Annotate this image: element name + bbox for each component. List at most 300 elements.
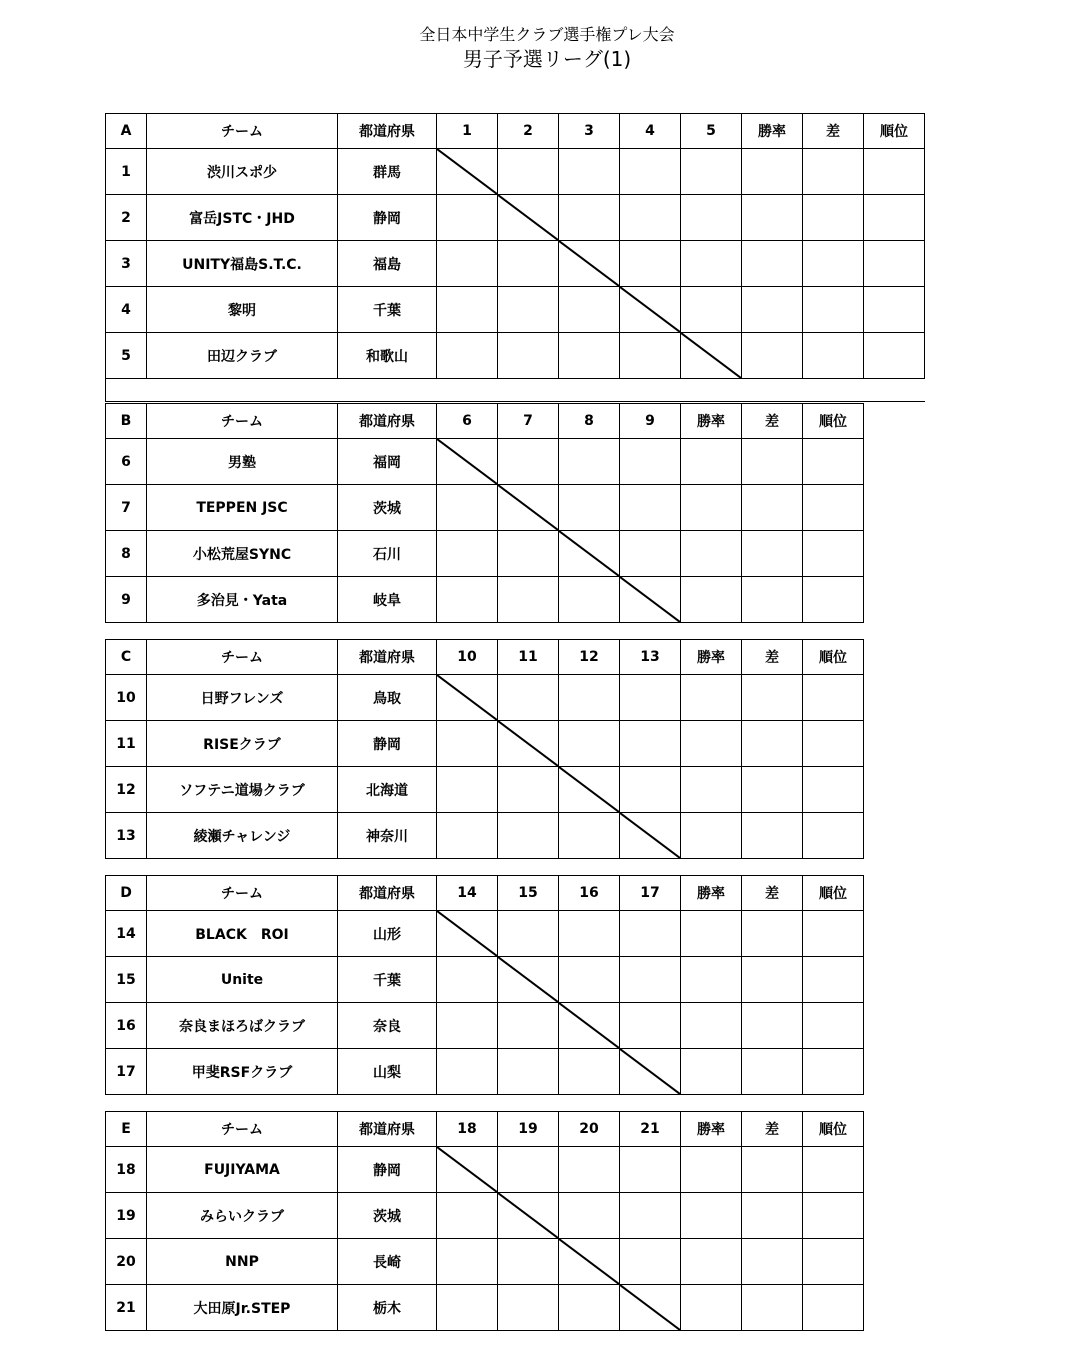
score-cell [559, 287, 620, 333]
score-cell [620, 1147, 681, 1193]
rank-cell [803, 957, 864, 1003]
rank-column-header: 順位 [803, 1112, 864, 1147]
opponent-column-header: 18 [437, 1112, 498, 1147]
score-cell [498, 1239, 559, 1285]
league-letter: B [106, 404, 147, 439]
rank-cell [803, 911, 864, 957]
diff-cell [742, 675, 803, 721]
score-cell [620, 721, 681, 767]
team-name: 多治見・Yata [147, 577, 338, 623]
score-cell [620, 439, 681, 485]
team-number: 11 [106, 721, 147, 767]
team-name: BLACK ROI [147, 911, 338, 957]
score-cell [559, 1285, 620, 1331]
score-cell [620, 149, 681, 195]
league-table-e [105, 1111, 864, 1331]
team-number: 16 [106, 1003, 147, 1049]
diagonal-self-cell [437, 1147, 498, 1193]
league-letter: A [106, 114, 147, 149]
diagonal-self-cell [559, 531, 620, 577]
team-name: 富岳JSTC・JHD [147, 195, 338, 241]
score-cell [437, 287, 498, 333]
diff-cell [742, 577, 803, 623]
team-name: 甲斐RSFクラブ [147, 1049, 338, 1095]
rank-cell [803, 1147, 864, 1193]
opponent-column-header: 10 [437, 640, 498, 675]
score-cell [559, 1147, 620, 1193]
diff-cell [742, 1285, 803, 1331]
win-rate-cell [681, 1003, 742, 1049]
score-cell [681, 287, 742, 333]
opponent-column-header: 8 [559, 404, 620, 439]
rank-column-header: 順位 [864, 114, 925, 149]
team-row [106, 531, 864, 577]
rank-column-header: 順位 [803, 640, 864, 675]
score-cell [559, 577, 620, 623]
score-cell [437, 485, 498, 531]
score-cell [559, 149, 620, 195]
team-number: 6 [106, 439, 147, 485]
score-cell [437, 531, 498, 577]
score-cell [437, 577, 498, 623]
team-name: RISEクラブ [147, 721, 338, 767]
team-prefecture: 和歌山 [338, 333, 437, 379]
score-cell [437, 1049, 498, 1095]
league-header-row [106, 404, 864, 439]
score-cell [498, 813, 559, 859]
win-rate-cell [681, 485, 742, 531]
opponent-column-header: 5 [681, 114, 742, 149]
team-prefecture: 山形 [338, 911, 437, 957]
diff-cell [803, 333, 864, 379]
team-row [106, 485, 864, 531]
diagonal-self-cell [498, 195, 559, 241]
score-cell [681, 241, 742, 287]
team-number: 21 [106, 1285, 147, 1331]
diff-cell [742, 767, 803, 813]
score-cell [620, 531, 681, 577]
rank-cell [803, 1049, 864, 1095]
team-prefecture: 静岡 [338, 1147, 437, 1193]
team-column-header: チーム [147, 404, 338, 439]
score-cell [620, 1193, 681, 1239]
diagonal-self-cell [437, 439, 498, 485]
team-number: 14 [106, 911, 147, 957]
score-cell [498, 149, 559, 195]
diagonal-self-cell [437, 149, 498, 195]
win-rate-cell [681, 577, 742, 623]
diff-cell [742, 721, 803, 767]
prefecture-column-header: 都道府県 [338, 1112, 437, 1147]
team-row [106, 1049, 864, 1095]
score-cell [498, 287, 559, 333]
team-number: 5 [106, 333, 147, 379]
diff-cell [742, 957, 803, 1003]
team-name: NNP [147, 1239, 338, 1285]
spacer-row [106, 379, 925, 402]
score-cell [437, 1193, 498, 1239]
team-name: 田辺クラブ [147, 333, 338, 379]
diff-cell [803, 149, 864, 195]
team-column-header: チーム [147, 876, 338, 911]
win-rate-cell [742, 241, 803, 287]
rank-cell [803, 675, 864, 721]
league-header-row [106, 1112, 864, 1147]
diff-column-header: 差 [803, 114, 864, 149]
win-rate-cell [742, 287, 803, 333]
score-cell [437, 721, 498, 767]
score-cell [681, 195, 742, 241]
score-cell [498, 577, 559, 623]
team-prefecture: 長崎 [338, 1239, 437, 1285]
league-table-b [105, 403, 864, 623]
diff-column-header: 差 [742, 876, 803, 911]
spacer-cell [106, 379, 925, 402]
team-prefecture: 茨城 [338, 485, 437, 531]
rank-cell [803, 1285, 864, 1331]
score-cell [498, 531, 559, 577]
team-row [106, 287, 925, 333]
team-row [106, 813, 864, 859]
team-prefecture: 奈良 [338, 1003, 437, 1049]
score-cell [498, 1003, 559, 1049]
diff-cell [742, 1239, 803, 1285]
rank-cell [803, 1193, 864, 1239]
team-number: 13 [106, 813, 147, 859]
opponent-column-header: 21 [620, 1112, 681, 1147]
team-name: 綾瀬チャレンジ [147, 813, 338, 859]
diagonal-self-cell [681, 333, 742, 379]
win-rate-cell [681, 1147, 742, 1193]
diagonal-self-cell [620, 1285, 681, 1331]
diff-cell [742, 911, 803, 957]
prefecture-column-header: 都道府県 [338, 114, 437, 149]
score-cell [559, 957, 620, 1003]
prefecture-column-header: 都道府県 [338, 876, 437, 911]
team-number: 12 [106, 767, 147, 813]
win-rate-column-header: 勝率 [681, 1112, 742, 1147]
team-name: みらいクラブ [147, 1193, 338, 1239]
score-cell [498, 1285, 559, 1331]
win-rate-cell [681, 1285, 742, 1331]
score-cell [559, 439, 620, 485]
score-cell [498, 767, 559, 813]
league-letter: E [106, 1112, 147, 1147]
team-number: 19 [106, 1193, 147, 1239]
team-prefecture: 群馬 [338, 149, 437, 195]
score-cell [498, 439, 559, 485]
rank-cell [803, 577, 864, 623]
team-number: 15 [106, 957, 147, 1003]
diagonal-self-cell [498, 957, 559, 1003]
rank-cell [864, 195, 925, 241]
team-prefecture: 山梨 [338, 1049, 437, 1095]
win-rate-column-header: 勝率 [681, 876, 742, 911]
prefecture-column-header: 都道府県 [338, 640, 437, 675]
opponent-column-header: 11 [498, 640, 559, 675]
team-prefecture: 北海道 [338, 767, 437, 813]
score-cell [620, 195, 681, 241]
score-cell [681, 149, 742, 195]
diagonal-self-cell [498, 721, 559, 767]
score-cell [437, 813, 498, 859]
diagonal-self-cell [620, 813, 681, 859]
diff-cell [742, 1147, 803, 1193]
diagonal-self-cell [437, 675, 498, 721]
win-rate-cell [681, 813, 742, 859]
diff-cell [742, 485, 803, 531]
diff-cell [742, 813, 803, 859]
team-row [106, 1003, 864, 1049]
win-rate-cell [742, 149, 803, 195]
team-row [106, 767, 864, 813]
score-cell [498, 241, 559, 287]
score-cell [437, 767, 498, 813]
win-rate-cell [681, 1239, 742, 1285]
team-row [106, 911, 864, 957]
diff-cell [742, 531, 803, 577]
team-name: 日野フレンズ [147, 675, 338, 721]
opponent-column-header: 2 [498, 114, 559, 149]
score-cell [620, 485, 681, 531]
rank-cell [864, 287, 925, 333]
win-rate-cell [681, 767, 742, 813]
team-prefecture: 栃木 [338, 1285, 437, 1331]
team-row [106, 241, 925, 287]
team-prefecture: 静岡 [338, 721, 437, 767]
score-cell [498, 1147, 559, 1193]
win-rate-cell [742, 195, 803, 241]
win-rate-cell [681, 957, 742, 1003]
diff-cell [803, 241, 864, 287]
diff-cell [803, 287, 864, 333]
score-cell [559, 675, 620, 721]
team-name: UNITY福島S.T.C. [147, 241, 338, 287]
score-cell [620, 957, 681, 1003]
team-row [106, 195, 925, 241]
diff-column-header: 差 [742, 404, 803, 439]
score-cell [559, 813, 620, 859]
opponent-column-header: 7 [498, 404, 559, 439]
league-title: 男子予選リーグ(1) [462, 47, 632, 71]
opponent-column-header: 3 [559, 114, 620, 149]
opponent-column-header: 1 [437, 114, 498, 149]
score-cell [620, 1239, 681, 1285]
score-cell [437, 241, 498, 287]
team-number: 20 [106, 1239, 147, 1285]
team-row [106, 577, 864, 623]
team-row [106, 957, 864, 1003]
win-rate-cell [742, 333, 803, 379]
team-column-header: チーム [147, 114, 338, 149]
team-row [106, 1239, 864, 1285]
rank-column-header: 順位 [803, 876, 864, 911]
diagonal-self-cell [559, 1003, 620, 1049]
opponent-column-header: 9 [620, 404, 681, 439]
team-prefecture: 千葉 [338, 287, 437, 333]
team-name: 大田原Jr.STEP [147, 1285, 338, 1331]
rank-cell [803, 767, 864, 813]
score-cell [559, 721, 620, 767]
score-cell [437, 957, 498, 1003]
team-number: 8 [106, 531, 147, 577]
team-prefecture: 福岡 [338, 439, 437, 485]
team-number: 1 [106, 149, 147, 195]
team-row [106, 675, 864, 721]
prefecture-column-header: 都道府県 [338, 404, 437, 439]
team-name: 黎明 [147, 287, 338, 333]
win-rate-cell [681, 531, 742, 577]
team-name: 奈良まほろばクラブ [147, 1003, 338, 1049]
rank-cell [803, 439, 864, 485]
team-prefecture: 神奈川 [338, 813, 437, 859]
team-number: 2 [106, 195, 147, 241]
rank-cell [803, 1003, 864, 1049]
score-cell [437, 1003, 498, 1049]
diff-cell [742, 439, 803, 485]
score-cell [437, 195, 498, 241]
diagonal-self-cell [559, 241, 620, 287]
team-row [106, 149, 925, 195]
league-header-row [106, 114, 925, 149]
team-prefecture: 鳥取 [338, 675, 437, 721]
rank-cell [864, 333, 925, 379]
team-number: 4 [106, 287, 147, 333]
team-name: 男塾 [147, 439, 338, 485]
team-prefecture: 岐阜 [338, 577, 437, 623]
opponent-column-header: 16 [559, 876, 620, 911]
league-table-d [105, 875, 864, 1095]
team-row [106, 333, 925, 379]
team-row [106, 1193, 864, 1239]
team-column-header: チーム [147, 640, 338, 675]
win-rate-column-header: 勝率 [681, 404, 742, 439]
team-number: 3 [106, 241, 147, 287]
score-cell [437, 1239, 498, 1285]
team-row [106, 1285, 864, 1331]
score-cell [498, 1049, 559, 1095]
opponent-column-header: 6 [437, 404, 498, 439]
rank-cell [803, 1239, 864, 1285]
score-cell [559, 1049, 620, 1095]
score-cell [559, 1193, 620, 1239]
league-table-a [105, 113, 925, 402]
opponent-column-header: 12 [559, 640, 620, 675]
rank-column-header: 順位 [803, 404, 864, 439]
team-number: 18 [106, 1147, 147, 1193]
score-cell [620, 675, 681, 721]
win-rate-cell [681, 1193, 742, 1239]
team-name: Unite [147, 957, 338, 1003]
team-row [106, 439, 864, 485]
opponent-column-header: 20 [559, 1112, 620, 1147]
team-number: 17 [106, 1049, 147, 1095]
diagonal-self-cell [620, 1049, 681, 1095]
rank-cell [864, 241, 925, 287]
team-prefecture: 茨城 [338, 1193, 437, 1239]
rank-cell [803, 813, 864, 859]
win-rate-column-header: 勝率 [742, 114, 803, 149]
rank-cell [803, 531, 864, 577]
team-number: 9 [106, 577, 147, 623]
score-cell [559, 333, 620, 379]
score-cell [498, 333, 559, 379]
score-cell [498, 675, 559, 721]
team-name: ソフテニ道場クラブ [147, 767, 338, 813]
opponent-column-header: 14 [437, 876, 498, 911]
team-number: 10 [106, 675, 147, 721]
league-letter: C [106, 640, 147, 675]
diagonal-self-cell [559, 1239, 620, 1285]
score-cell [559, 195, 620, 241]
opponent-column-header: 17 [620, 876, 681, 911]
opponent-column-header: 19 [498, 1112, 559, 1147]
diff-column-header: 差 [742, 1112, 803, 1147]
team-number: 7 [106, 485, 147, 531]
score-cell [620, 911, 681, 957]
diagonal-self-cell [559, 767, 620, 813]
team-name: 小松荒屋SYNC [147, 531, 338, 577]
score-cell [620, 333, 681, 379]
score-cell [498, 911, 559, 957]
team-column-header: チーム [147, 1112, 338, 1147]
rank-cell [864, 149, 925, 195]
win-rate-cell [681, 675, 742, 721]
diff-cell [742, 1049, 803, 1095]
opponent-column-header: 4 [620, 114, 681, 149]
team-name: TEPPEN JSC [147, 485, 338, 531]
team-name: FUJIYAMA [147, 1147, 338, 1193]
diagonal-self-cell [620, 577, 681, 623]
win-rate-cell [681, 911, 742, 957]
diff-column-header: 差 [742, 640, 803, 675]
team-row [106, 721, 864, 767]
win-rate-column-header: 勝率 [681, 640, 742, 675]
score-cell [559, 911, 620, 957]
diff-cell [803, 195, 864, 241]
win-rate-cell [681, 1049, 742, 1095]
score-cell [620, 1003, 681, 1049]
diff-cell [742, 1003, 803, 1049]
tournament-title: 全日本中学生クラブ選手権プレ大会 [419, 25, 675, 44]
team-prefecture: 静岡 [338, 195, 437, 241]
diagonal-self-cell [498, 485, 559, 531]
team-name: 渋川スポ少 [147, 149, 338, 195]
league-header-row [106, 876, 864, 911]
score-cell [437, 333, 498, 379]
rank-cell [803, 721, 864, 767]
score-cell [437, 1285, 498, 1331]
team-row [106, 1147, 864, 1193]
score-cell [559, 485, 620, 531]
league-table-c [105, 639, 864, 859]
team-prefecture: 福島 [338, 241, 437, 287]
diff-cell [742, 1193, 803, 1239]
league-letter: D [106, 876, 147, 911]
win-rate-cell [681, 439, 742, 485]
team-prefecture: 石川 [338, 531, 437, 577]
opponent-column-header: 13 [620, 640, 681, 675]
opponent-column-header: 15 [498, 876, 559, 911]
diagonal-self-cell [620, 287, 681, 333]
score-cell [620, 767, 681, 813]
diagonal-self-cell [437, 911, 498, 957]
win-rate-cell [681, 721, 742, 767]
league-header-row [106, 640, 864, 675]
diagonal-self-cell [498, 1193, 559, 1239]
rank-cell [803, 485, 864, 531]
team-prefecture: 千葉 [338, 957, 437, 1003]
